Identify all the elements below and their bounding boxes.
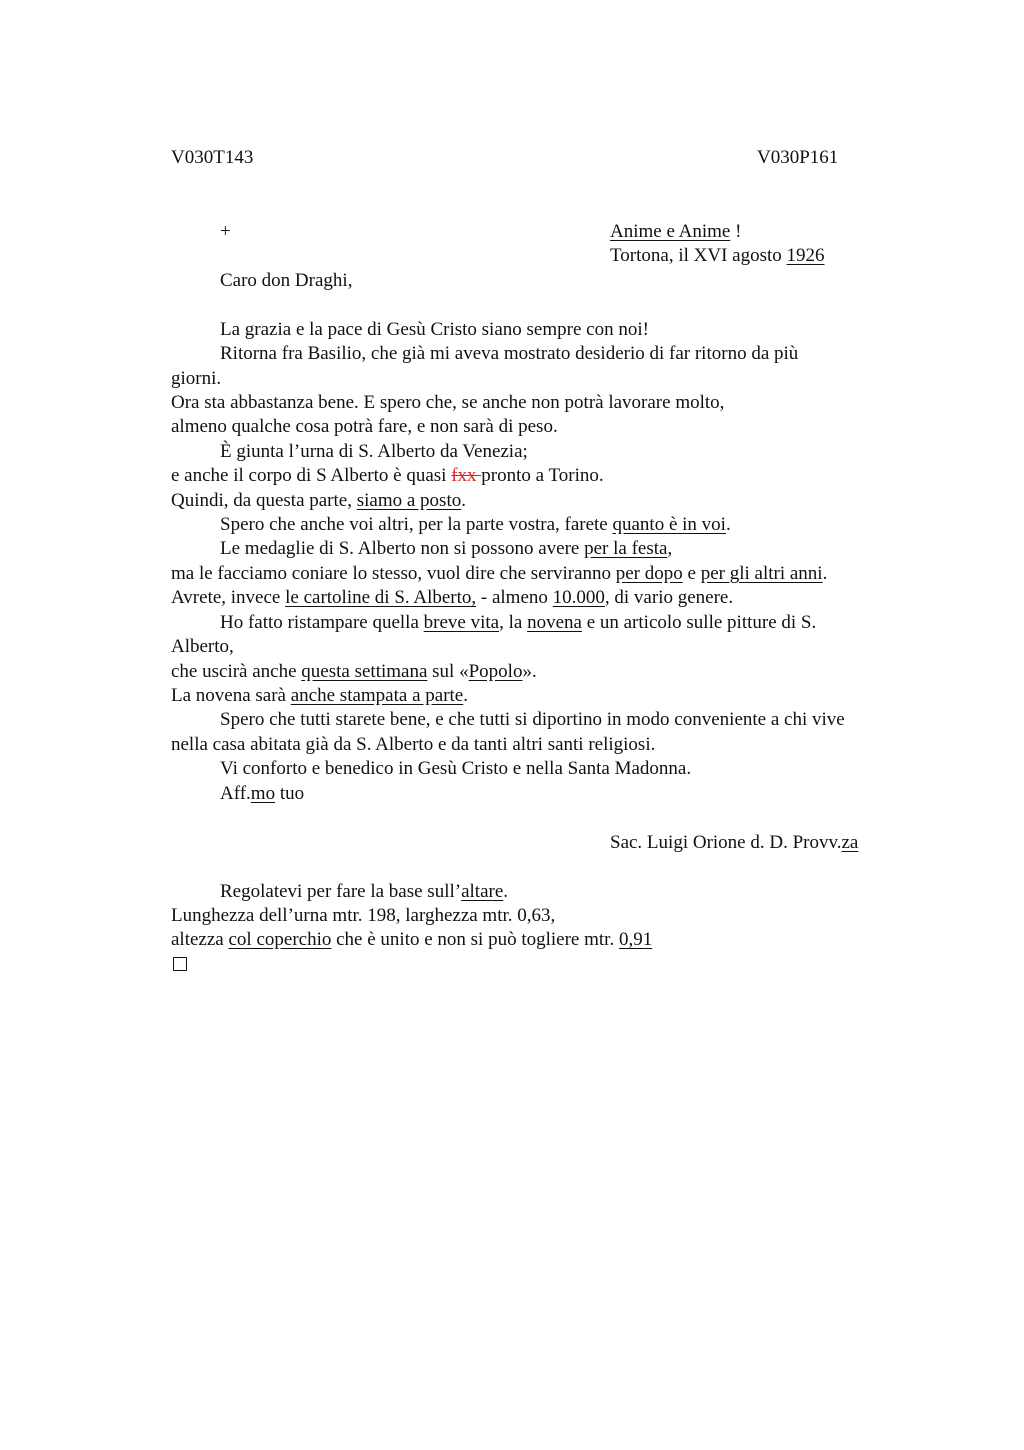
underlined-text: novena (527, 612, 582, 633)
document-code-right: V030P161 (757, 147, 839, 168)
underlined-text: per dopo (615, 563, 683, 584)
underlined-text: quanto è in voi (612, 514, 726, 535)
text-run: . (461, 490, 466, 511)
document-code-left: V030T143 (171, 147, 254, 168)
underlined-text: Popolo (468, 661, 523, 682)
body-line: Spero che tutti starete bene, e che tutti si diportino in modo conveniente a chi vive (220, 709, 845, 730)
underlined-text: altare (461, 881, 504, 902)
underlined-text: 0,91 (618, 929, 653, 950)
body-line (171, 586, 733, 610)
body-line: È giunta l’urna di S. Alberto da Venezia; (220, 441, 528, 462)
year: 1926 (786, 245, 825, 266)
body-line: almeno qualche cosa potrà fare, e non sarà di peso. (171, 416, 558, 437)
text-run: , di vario genere. (604, 587, 734, 608)
text-run: Quindi, da questa parte, (171, 490, 357, 511)
motto (610, 220, 741, 244)
text-run: pronto a Torino. (481, 465, 604, 486)
text-run: Avrete, invece (171, 587, 286, 608)
text-run: tuo (275, 783, 305, 804)
underlined-text: per la festa (584, 538, 668, 559)
body-line (171, 660, 537, 684)
text-run: - almeno (476, 587, 553, 608)
text-run: Spero che anche voi altri, per la parte vostra, farete (220, 514, 613, 535)
salutation: Caro don Draghi, (220, 270, 353, 291)
body-line: giorni. (171, 368, 222, 389)
text-run: . (822, 563, 828, 584)
body-line (171, 562, 827, 586)
underlined-text: breve vita (423, 612, 500, 633)
text-run: ». (522, 661, 537, 682)
body-line (220, 537, 672, 561)
text-run: , la (499, 612, 528, 633)
underlined-text: anche stampata a parte (290, 685, 464, 706)
underlined-text: questa settimana (301, 661, 428, 682)
end-mark-square (173, 957, 187, 971)
signature-text: Sac. Luigi Orione d. D. Provv. (610, 832, 842, 853)
postscript-line: Lunghezza dell’urna mtr. 198, larghezza mtr. 0,63, (171, 905, 556, 926)
underlined-text: 10.000 (552, 587, 605, 608)
text-run: che uscirà anche (171, 661, 302, 682)
text-run: , (667, 538, 673, 559)
body-line: La grazia e la pace di Gesù Cristo siano sempre con noi! (220, 319, 649, 340)
underlined-text: mo (250, 783, 276, 804)
signature (610, 831, 858, 855)
body-line: Alberto, (171, 636, 234, 657)
body-line (171, 489, 466, 513)
text-run: La novena sarà (171, 685, 291, 706)
body-line (171, 684, 468, 708)
text-run: altezza (171, 929, 229, 950)
place-date (610, 244, 825, 268)
body-line: Ora sta abbastanza bene. E spero che, se anche non potrà lavorare molto, (171, 392, 725, 413)
text-run: e anche il corpo di S Alberto è quasi (171, 465, 452, 486)
text-run: Aff. (220, 783, 251, 804)
underlined-text: siamo a posto (356, 490, 462, 511)
signature-suffix: za (841, 832, 859, 853)
text-run: che è unito e non si può togliere mtr. (331, 929, 619, 950)
text-run: e (682, 563, 701, 584)
body-line (220, 611, 816, 635)
closing (220, 782, 304, 806)
text-run: e un articolo sulle pitture di S. (581, 612, 817, 633)
motto-text: Anime e Anime (610, 221, 731, 242)
body-line: Vi conforto e benedico in Gesù Cristo e nella Santa Madonna. (220, 758, 692, 779)
text-run: ma le facciamo coniare lo stesso, vuol dire che serviranno (171, 563, 616, 584)
motto-mark: ! (730, 221, 742, 242)
postscript-line (220, 880, 508, 904)
deleted-text: fxx (451, 465, 482, 486)
body-line: nella casa abitata già da S. Alberto e da tanti altri santi religiosi. (171, 734, 656, 755)
postscript-line (171, 928, 652, 952)
place-date-text: Tortona, il XVI agosto (610, 245, 787, 266)
text-run: Le medaglie di S. Alberto non si possono avere (220, 538, 585, 559)
text-run: Ho fatto ristampare quella (220, 612, 424, 633)
underlined-text: per gli altri anni (700, 563, 823, 584)
underlined-text: col coperchio (228, 929, 332, 950)
cross-symbol: + (220, 221, 231, 242)
text-run: sul « (427, 661, 469, 682)
text-run: . (463, 685, 468, 706)
text-run: Regolatevi per fare la base sull’ (220, 881, 462, 902)
text-run: . (725, 514, 731, 535)
body-line (220, 513, 731, 537)
text-run: . (503, 881, 509, 902)
underlined-text: le cartoline di S. Alberto, (285, 587, 477, 608)
body-line: Ritorna fra Basilio, che già mi aveva mostrato desiderio di far ritorno da più (220, 343, 799, 364)
body-line (171, 464, 604, 488)
